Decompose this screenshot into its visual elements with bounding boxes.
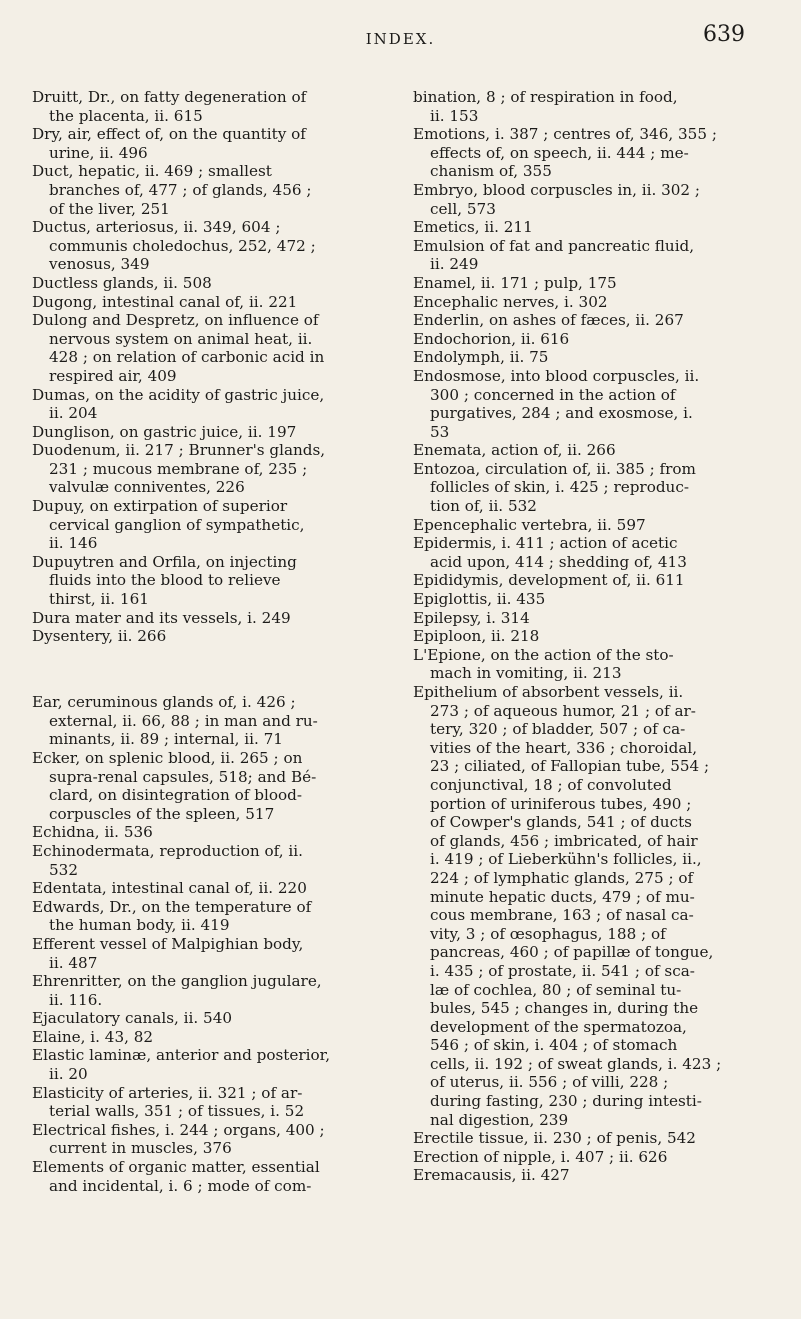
section-gap	[32, 661, 382, 678]
index-entry: Ehrenritter, on the ganglion jugulare, ii. 116.	[32, 972, 322, 1009]
index-entry: Epencephalic vertebra, ii. 597	[413, 515, 646, 534]
index-entry: Emotions, i. 387 ; centres of, 346, 355 ; effects of, on speech, ii. 444 ; me- chanism of, 355	[413, 125, 717, 181]
index-entry: bination, 8 ; of respiration in food, ii. 153	[413, 88, 678, 125]
index-entry: Dulong and Despretz, on influence of nervous system on animal heat, ii. 428 ; on relation of carbonic acid in respired air, 409	[32, 311, 325, 385]
index-entry: Enemata, action of, ii. 266	[413, 441, 616, 460]
index-entry: Embryo, blood corpuscles in, ii. 302 ; cell, 573	[413, 180, 701, 218]
index-entry: Emetics, ii. 211	[413, 218, 533, 237]
index-entry: Epiglottis, ii. 435	[413, 590, 546, 609]
index-entry: Epididymis, development of, ii. 611	[413, 571, 685, 590]
index-entry: Dysentery, ii. 266	[32, 627, 167, 646]
index-entry: Entozoa, circulation of, ii. 385 ; from follicles of skin, i. 425 ; reproduc- tion of, ii. 532	[413, 459, 696, 516]
index-entry: Druitt, Dr., on fatty degeneration of the placenta, ii. 615	[32, 88, 307, 125]
index-entry: Efferent vessel of Malpighian body, ii. 487	[32, 934, 304, 972]
index-entry: Epithelium of absorbent vessels, ii. 273 ; of aqueous humor, 21 ; of ar- tery, 320 ; of bladder, 507 ; of ca- vities of the heart, 336 ; choroidal, 23 ; ciliated, of Fallopian tube, 554 ; conjunctival, 18 ; of convoluted portion of uriniferous tubes, 490 ; of Cowper's glands, 541 ; of ducts of glands, 456 ; imbricated, of hair i. 419 ; of Lieberkühn's follicles, ii., 224 ; of lymphatic glands, 275 ; of minute hepatic ducts, 479 ; of mu- cous membrane, 163 ; of nasal ca- vity, 3 ; of œsophagus, 188 ; of pancreas, 460 ; of papillæ of tongue, i. 435 ; of prostate, ii. 541 ; of sca- læ of cochlea, 80 ; of seminal tu- bules, 545 ; changes in, during the development of the spermatozoa, 546 ; of skin, i. 404 ; of stomach cells, ii. 192 ; of sweat glands, i. 423 ; of uterus, ii. 556 ; of villi, 228 ; during fasting, 230 ; during intesti- nal digestion, 239	[413, 683, 722, 1129]
index-entry: Elements of organic matter, essential and incidental, i. 6 ; mode of com-	[32, 1158, 320, 1195]
index-entry: Duct, hepatic, ii. 469 ; smallest branches of, 477 ; of glands, 456 ; of the liver, 251	[32, 162, 312, 218]
left-column	[32, 88, 382, 1195]
index-entry: Edentata, intestinal canal of, ii. 220	[32, 879, 307, 898]
page-number: 639	[703, 22, 745, 47]
index-entry: Emulsion of fat and pancreatic fluid, ii. 249	[413, 236, 695, 274]
index-entry: Erection of nipple, i. 407 ; ii. 626	[413, 1147, 668, 1166]
index-entry: Dugong, intestinal canal of, ii. 221	[32, 292, 298, 311]
index-entry: L'Epione, on the action of the sto- mach in vomiting, ii. 213	[413, 645, 674, 683]
index-entry: Elasticity of arteries, ii. 321 ; of ar- terial walls, 351 ; of tissues, i. 52	[32, 1083, 305, 1121]
index-entry: Dunglison, on gastric juice, ii. 197	[32, 422, 297, 441]
index-entry: Erectile tissue, ii. 230 ; of penis, 542	[413, 1129, 696, 1148]
index-entry: Ductless glands, ii. 508	[32, 273, 212, 292]
index-entry: Dura mater and its vessels, i. 249	[32, 608, 291, 627]
index-entry: Epilepsy, i. 314	[413, 608, 530, 627]
index-entry: Dry, air, effect of, on the quantity of urine, ii. 496	[32, 125, 306, 162]
index-entry: Dupuytren and Orfila, on injecting fluids into the blood to relieve thirst, ii. 161	[32, 552, 297, 609]
index-entry: Eremacausis, ii. 427	[413, 1166, 570, 1185]
index-entry: Encephalic nerves, i. 302	[413, 292, 608, 311]
index-entry: Enderlin, on ashes of fæces, ii. 267	[413, 311, 684, 330]
index-entry: Dumas, on the acidity of gastric juice, ii. 204	[32, 385, 325, 423]
right-column	[413, 88, 769, 1185]
index-entry: Electrical fishes, i. 244 ; organs, 400 ; current in muscles, 376	[32, 1120, 325, 1158]
index-entry: Duodenum, ii. 217 ; Brunner's glands, 231 ; mucous membrane of, 235 ; valvulæ conniventes, 226	[32, 441, 326, 497]
index-entry: Endochorion, ii. 616	[413, 329, 570, 348]
index-entry: Endolymph, ii. 75	[413, 348, 549, 367]
index-entry: Echidna, ii. 536	[32, 823, 153, 842]
index-entry: Epiploon, ii. 218	[413, 627, 540, 646]
index-entry: Epidermis, i. 411 ; action of acetic acid upon, 414 ; shedding of, 413	[413, 534, 687, 571]
index-entry: Ecker, on splenic blood, ii. 265 ; on supra-renal capsules, 518; and Bé- clard, on disintegration of blood- corpuscles of the spleen, 517	[32, 748, 317, 823]
running-header: INDEX.	[365, 30, 436, 48]
index-entry: Dupuy, on extirpation of superior cervical ganglion of sympathetic, ii. 146	[32, 497, 305, 553]
index-entry: Elastic laminæ, anterior and posterior, ii. 20	[32, 1046, 331, 1084]
index-entry: Echinodermata, reproduction of, ii. 532	[32, 841, 303, 879]
index-entry: Enamel, ii. 171 ; pulp, 175	[413, 273, 617, 292]
index-entry: Elaine, i. 43, 82	[32, 1027, 154, 1046]
index-entry: Ear, ceruminous glands of, i. 426 ; external, ii. 66, 88 ; in man and ru- minants, ii. 89 ; internal, ii. 71	[32, 693, 318, 749]
index-entry: Endosmose, into blood corpuscles, ii. 300 ; concerned in the action of purgatives, 284 ; and exosmose, i. 53	[413, 366, 700, 441]
index-entry: Edwards, Dr., on the temperature of the human body, ii. 419	[32, 897, 312, 935]
index-entry: Ductus, arteriosus, ii. 349, 604 ; communis choledochus, 252, 472 ; venosus, 349	[32, 218, 316, 274]
index-entry: Ejaculatory canals, ii. 540	[32, 1009, 233, 1028]
